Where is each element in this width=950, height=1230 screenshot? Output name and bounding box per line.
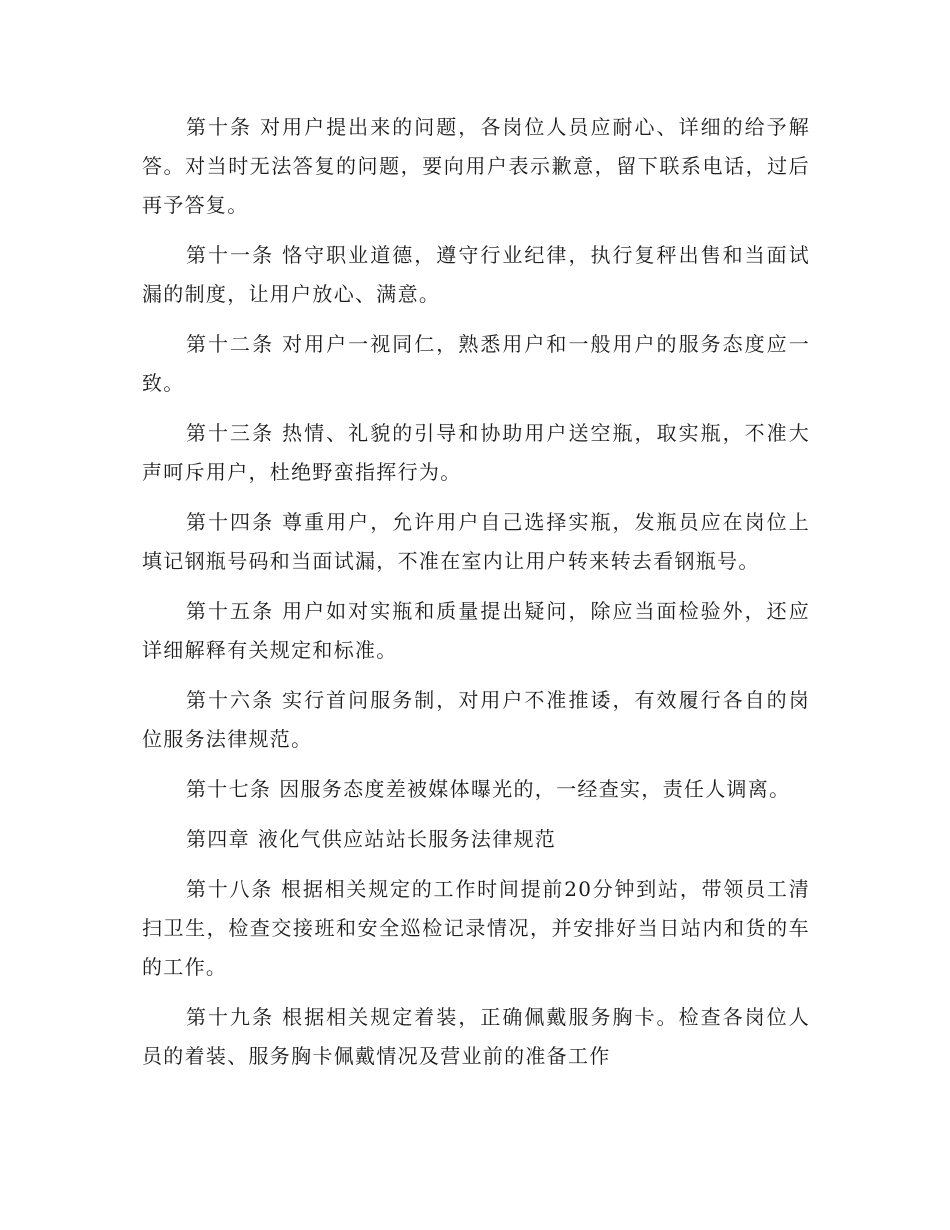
- article-text: 用户如对实瓶和质量提出疑问，除应当面检验外，还应详细解释有关规定和标准。: [142, 599, 810, 662]
- article-10: [142, 108, 810, 225]
- article-label: 第十五条: [186, 599, 275, 623]
- article-text: 根据相关规定着装，正确佩戴服务胸卡。检查各岗位人员的着装、服务胸卡佩戴情况及营业前的准备工作: [142, 1005, 810, 1068]
- article-label: 第十八条: [186, 877, 274, 901]
- article-text: 对用户提出来的问题，各岗位人员应耐心、详细的给予解答。对当时无法答复的问题，要向用户表示歉意，留下联系电话，过后再予答复。: [142, 115, 810, 217]
- article-label: 第十七条: [186, 777, 272, 801]
- article-15: [142, 592, 810, 670]
- chapter-title: 液化气供应站站长服务法律规范: [257, 827, 557, 851]
- article-17: [142, 770, 810, 809]
- chapter-label: 第四章: [186, 827, 250, 851]
- article-label: 第十条: [186, 115, 253, 139]
- article-18: [142, 870, 810, 987]
- article-text: 尊重用户，允许用户自己选择实瓶，发瓶员应在岗位上填记钢瓶号码和当面试漏，不准在室内让用户转来转去看钢瓶号。: [142, 510, 810, 573]
- article-label: 第十三条: [186, 421, 275, 445]
- article-label: 第十四条: [186, 510, 275, 534]
- article-19: [142, 998, 810, 1076]
- article-text: 恪守职业道德，遵守行业纪律，执行复秤出售和当面试漏的制度，让用户放心、满意。: [142, 243, 810, 306]
- article-13: [142, 414, 810, 492]
- article-11: [142, 236, 810, 314]
- article-16: [142, 681, 810, 759]
- article-text: 对用户一视同仁，熟悉用户和一般用户的服务态度应一致。: [142, 332, 810, 395]
- article-text: 热情、礼貌的引导和协助用户送空瓶，取实瓶，不准大声呵斥用户，杜绝野蛮指挥行为。: [142, 421, 810, 484]
- article-text: 实行首问服务制，对用户不准推诿，有效履行各自的岗位服务法律规范。: [142, 688, 810, 751]
- article-label: 第十二条: [186, 332, 275, 356]
- document-body: [142, 108, 810, 1087]
- article-text: 因服务态度差被媒体曝光的，一经查实，责任人调离。: [279, 777, 791, 801]
- article-14: [142, 503, 810, 581]
- article-label: 第十九条: [186, 1005, 275, 1029]
- article-label: 第十一条: [186, 243, 275, 267]
- article-label: 第十六条: [186, 688, 275, 712]
- article-12: [142, 325, 810, 403]
- chapter-4-heading: [142, 820, 810, 859]
- article-text: 根据相关规定的工作时间提前20分钟到站，带领员工清扫卫生，检查交接班和安全巡检记录情况，并安排好当日站内和货的车的工作。: [142, 877, 810, 979]
